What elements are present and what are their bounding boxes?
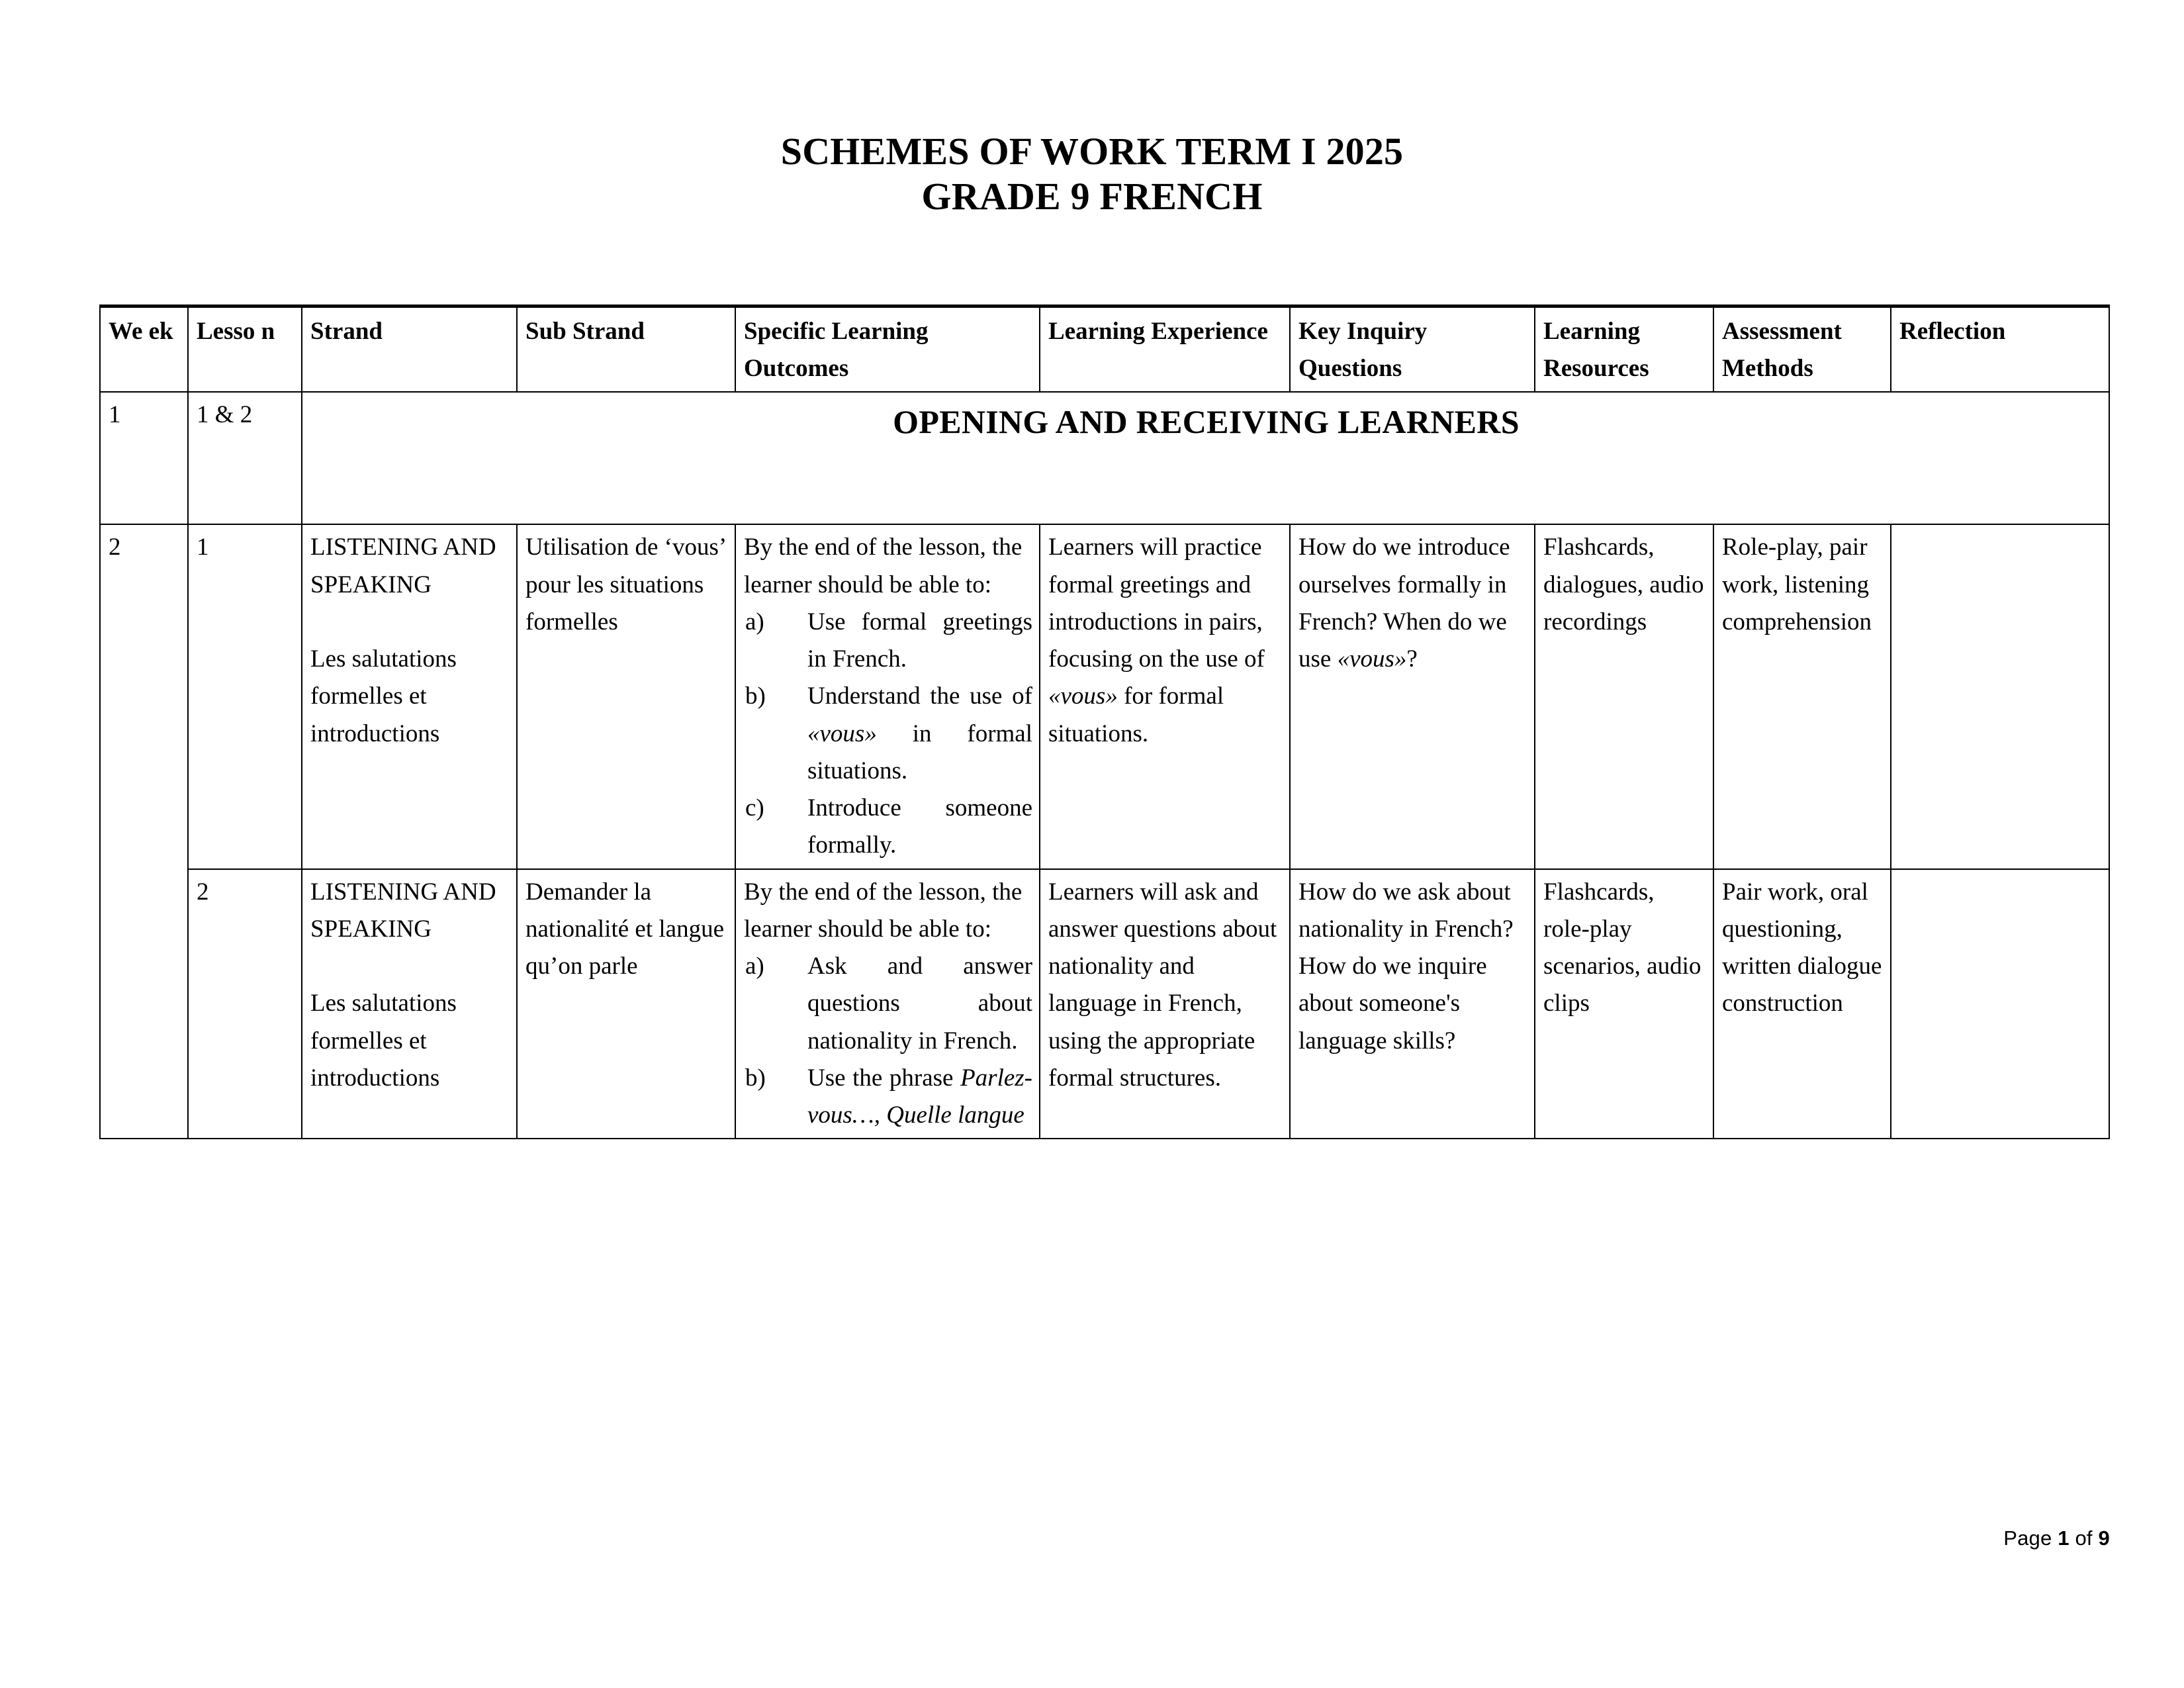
- strand-sub: Les salutations formelles et introductions: [310, 645, 457, 747]
- learning-experience-tail: for formal situations.: [1048, 682, 1224, 747]
- strand-spacer: [310, 948, 510, 985]
- list-item: [744, 1060, 1032, 1134]
- footer-current-page: 1: [2058, 1526, 2070, 1550]
- kiq-text: How do we introduce ourselves formally in French? When do we use: [1298, 534, 1510, 673]
- list-item: [744, 678, 1032, 790]
- learning-experience-emphasis: «vous»: [1048, 682, 1118, 710]
- table-row: [100, 524, 2109, 868]
- slo-intro: By the end of the lesson, the learner should be able to:: [744, 534, 1023, 598]
- column-header-learning-experience: Learning Experience: [1040, 306, 1290, 393]
- column-header-key-inquiry-questions: Key Inquiry Questions: [1290, 306, 1535, 393]
- cell-reflection: [1891, 869, 2109, 1139]
- column-header-learning-resources: Learning Resources: [1535, 306, 1713, 393]
- assessment-methods-text-wrapped: comprehension: [1722, 608, 1872, 635]
- cell-lesson: 1 & 2: [188, 392, 302, 524]
- list-marker: c): [745, 794, 764, 822]
- list-marker: b): [745, 682, 766, 710]
- kiq-tail: ?: [1406, 645, 1418, 673]
- column-header-specific-learning-outcomes: Specific Learning Outcomes: [735, 306, 1040, 393]
- column-header-strand: Strand: [302, 306, 517, 393]
- list-marker: b): [745, 1064, 766, 1092]
- list-item: [744, 604, 1032, 678]
- cell-week: 1: [100, 392, 188, 524]
- list-item: [744, 948, 1032, 1060]
- strand-spacer: [310, 604, 510, 641]
- assessment-methods-text: Role-play, pair work, listening: [1722, 534, 1869, 598]
- column-header-week: We ek: [100, 306, 188, 393]
- list-text: Understand the use of: [807, 682, 1032, 710]
- footer-total-pages: 9: [2098, 1526, 2110, 1550]
- list-text-emphasis: «vous»: [807, 720, 877, 747]
- list-text-tail: in formal situations.: [807, 720, 1032, 784]
- slo-intro: By the end of the lesson, the learner should be able to:: [744, 878, 1023, 943]
- title-line-1: SCHEMES OF WORK TERM I 2025: [780, 130, 1404, 173]
- column-header-lesson: Lesso n: [188, 306, 302, 393]
- table-row: [100, 869, 2109, 1139]
- footer-middle: of: [2069, 1526, 2099, 1550]
- cell-sub-strand: Utilisation de ‘vous’ pour les situations formelles: [517, 524, 735, 868]
- page-footer: [2003, 1526, 2110, 1550]
- cell-opening-banner: OPENING AND RECEIVING LEARNERS: [302, 392, 2109, 524]
- cell-reflection: [1891, 524, 2109, 868]
- cell-assessment-methods: Pair work, oral questioning, written dialogue construction: [1713, 869, 1891, 1139]
- list-marker: a): [745, 608, 764, 635]
- strand-sub: Les salutations formelles et introductions: [310, 990, 457, 1092]
- slo-list: [744, 604, 1032, 865]
- cell-week: 2: [100, 524, 188, 1139]
- table-row: [100, 392, 2109, 524]
- cell-strand: [302, 524, 517, 868]
- schemes-of-work-table: [99, 305, 2110, 1139]
- cell-learning-experience: Learners will ask and answer questions about nationality and language in French, using the appropriate formal structures.: [1040, 869, 1290, 1139]
- list-text: Use the phrase: [807, 1064, 961, 1092]
- cell-learning-resources: Flashcards, dialogues, audio recordings: [1535, 524, 1713, 868]
- learning-experience-text: Learners will practice formal greetings and introductions in pairs, focusing on the use of: [1048, 534, 1265, 673]
- footer-prefix: Page: [2003, 1526, 2058, 1550]
- slo-list: [744, 948, 1032, 1134]
- strand-main: LISTENING AND SPEAKING: [310, 534, 496, 598]
- column-header-sub-strand: Sub Strand: [517, 306, 735, 393]
- column-header-assessment-methods: Assessment Methods: [1713, 306, 1891, 393]
- cell-strand: [302, 869, 517, 1139]
- cell-key-inquiry-questions: [1290, 524, 1535, 868]
- strand-main: LISTENING AND SPEAKING: [310, 878, 496, 943]
- kiq-emphasis: «vous»: [1337, 645, 1407, 673]
- cell-specific-learning-outcomes: [735, 869, 1040, 1139]
- list-item: [744, 790, 1032, 864]
- list-text: Ask and answer questions about nationality in French.: [807, 953, 1032, 1055]
- cell-learning-experience: [1040, 524, 1290, 868]
- cell-lesson: 2: [188, 869, 302, 1139]
- list-text: Introduce someone formally.: [807, 794, 1032, 859]
- cell-learning-resources: Flashcards, role-play scenarios, audio clips: [1535, 869, 1713, 1139]
- cell-specific-learning-outcomes: [735, 524, 1040, 868]
- cell-sub-strand: Demander la nationalité et langue qu’on parle: [517, 869, 735, 1139]
- cell-lesson: 1: [188, 524, 302, 868]
- title-line-2: GRADE 9 FRENCH: [921, 175, 1263, 218]
- column-header-reflection: Reflection: [1891, 306, 2109, 393]
- page-title: [0, 0, 2184, 220]
- table-header-row: [100, 306, 2109, 393]
- cell-key-inquiry-questions: How do we ask about nationality in French? How do we inquire about someone's language skills?: [1290, 869, 1535, 1139]
- list-text-emphasis: Parlez-vous…, Quelle langue: [807, 1064, 1032, 1129]
- list-text: Use formal greetings in French.: [807, 608, 1032, 673]
- list-marker: a): [745, 953, 764, 980]
- schemes-of-work-table-wrapper: [99, 305, 2109, 1139]
- cell-assessment-methods: [1713, 524, 1891, 868]
